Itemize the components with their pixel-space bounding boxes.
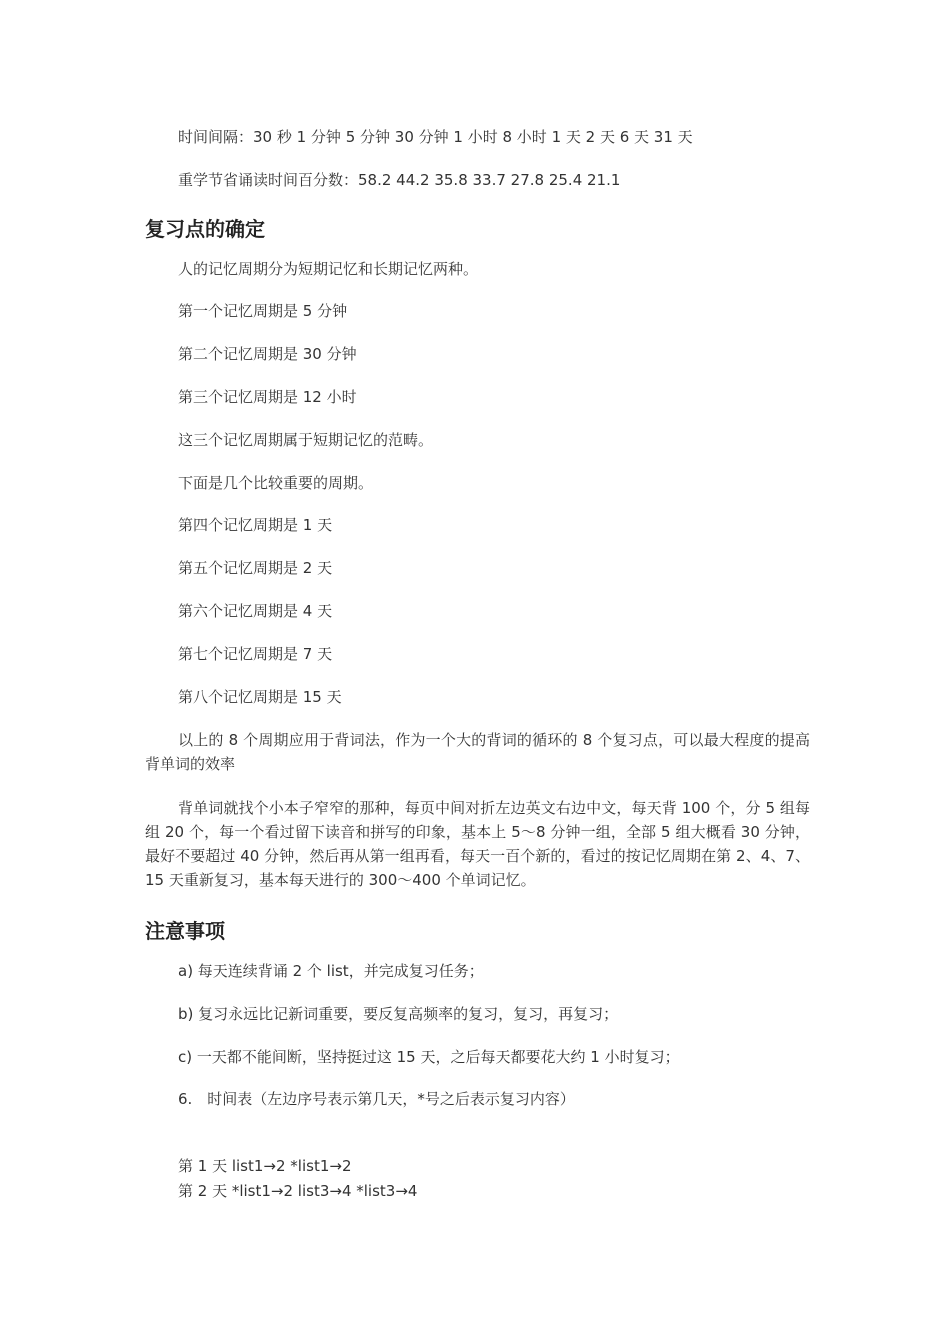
paragraph-line: 这三个记忆周期属于短期记忆的范畴。 — [178, 431, 434, 449]
paragraph-line: 第六个记忆周期是 4 天 — [178, 602, 333, 620]
paragraph-line: 第五个记忆周期是 2 天 — [178, 559, 333, 577]
section-heading-review-points: 复习点的确定 — [145, 217, 265, 241]
paragraph-line: 人的记忆周期分为短期记忆和长期记忆两种。 — [178, 260, 479, 278]
note-item: a) 每天连续背诵 2 个 list，并完成复习任务； — [178, 962, 484, 980]
paragraph-line: 第二个记忆周期是 30 分钟 — [178, 345, 357, 363]
note-item: c) 一天都不能间断，坚持挺过这 15 天，之后每天都要花大约 1 小时复习； — [178, 1048, 680, 1066]
paragraph-line: 第三个记忆周期是 12 小时 — [178, 388, 357, 406]
section-heading-notes: 注意事项 — [145, 919, 225, 943]
schedule-line: 第 2 天 *list1→2 list3→4 *list3→4 — [178, 1182, 418, 1200]
interval-line: 时间间隔：30 秒 1 分钟 5 分钟 30 分钟 1 小时 8 小时 1 天 2 天 6 天 31 天 — [178, 128, 693, 146]
paragraph-line: 下面是几个比较重要的周期。 — [178, 474, 374, 492]
summary-paragraph: 以上的 8 个周期应用于背词法，作为一个大的背词的循环的 8 个复习点，可以最大程度的提高背单词的效率 — [145, 731, 810, 773]
schedule-line: 第 1 天 list1→2 *list1→2 — [178, 1157, 352, 1175]
savings-line: 重学节省诵读时间百分数：58.2 44.2 35.8 33.7 27.8 25.4 21.1 — [178, 171, 621, 189]
paragraph-line: 第七个记忆周期是 7 天 — [178, 645, 333, 663]
paragraph-line: 第一个记忆周期是 5 分钟 — [178, 302, 348, 320]
paragraph-line: 第八个记忆周期是 15 天 — [178, 688, 342, 706]
note-item: b) 复习永远比记新词重要，要反复高频率的复习，复习，再复习； — [178, 1005, 619, 1023]
method-paragraph: 背单词就找个小本子窄窄的那种，每页中间对折左边英文右边中文，每天背 100 个，分 5 组每组 20 个，每一个看过留下读音和拼写的印象，基本上 5～8 分钟一组，全部 5 组大概看 30 分钟，最好不要超过 40 分钟，然后再从第一组再看，每天一百个新的，看过的按记忆周期在第 2、4、7、15 天重新复习，基本每天进行的 300～400 个单词记忆。 — [145, 799, 810, 889]
paragraph-line: 第四个记忆周期是 1 天 — [178, 516, 333, 534]
note-item: 6. 时间表（左边序号表示第几天，*号之后表示复习内容） — [178, 1090, 575, 1108]
